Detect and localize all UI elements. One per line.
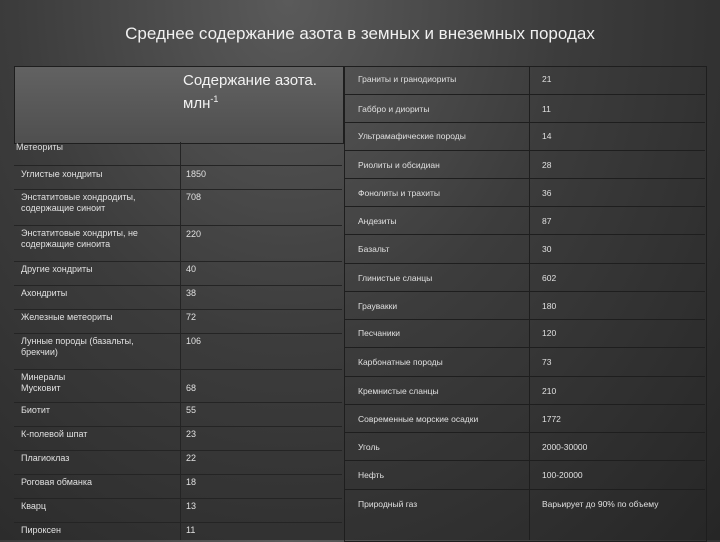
slide-title: Среднее содержание азота в земных и внеземных породах: [125, 24, 595, 43]
row-name: Граувакки: [358, 301, 398, 311]
row-name: Ахондриты: [21, 288, 68, 298]
row-value: 11: [542, 104, 551, 114]
table-row: [14, 369, 342, 403]
row-value: 14: [542, 131, 552, 141]
row-value: 2000-30000: [542, 442, 588, 452]
table-row: [344, 234, 705, 264]
table-row: [344, 404, 705, 433]
row-value: 220: [186, 229, 202, 239]
row-name: Фонолиты и трахиты: [358, 188, 440, 198]
table-row: [344, 489, 705, 541]
table-row: [344, 94, 705, 123]
row-name: Глинистые сланцы: [358, 273, 433, 283]
row-name: Риолиты и обсидиан: [358, 160, 440, 170]
row-name: Пироксен: [21, 525, 62, 535]
row-value: 180: [542, 301, 557, 311]
row-name: Биотит: [21, 405, 51, 415]
row-value: Варьирует до 90% по объему: [542, 499, 659, 509]
row-value: 21: [542, 74, 552, 84]
table-row: [344, 206, 705, 235]
header-text: Содержание азота. млн: [183, 72, 317, 112]
row-value: 13: [186, 501, 197, 511]
table-row: [14, 285, 342, 310]
row-value: 1772: [542, 414, 561, 424]
row-name: Кремнистые сланцы: [358, 386, 439, 396]
row-value: 30: [542, 244, 552, 254]
table-row: [344, 347, 705, 377]
row-name: Плагиоклаз: [21, 453, 70, 463]
table-row: [344, 122, 705, 151]
row-name: Углистые хондриты: [21, 169, 103, 179]
row-name: Энстатитовые хондродиты, содержащие синоит: [21, 192, 136, 213]
row-value: 40: [186, 264, 197, 274]
left-table-header: [14, 66, 344, 144]
row-name: Природный газ: [358, 499, 418, 509]
row-name: Габбро и диориты: [358, 104, 430, 114]
table-row: [344, 291, 705, 320]
header-nitrogen-content: [183, 71, 339, 113]
table-row: [344, 178, 705, 207]
row-name: Граниты и гранодиориты: [358, 74, 457, 84]
row-name: Другие хондриты: [21, 264, 93, 274]
table-row: [14, 261, 342, 286]
table-row: [344, 376, 705, 405]
row-value: 11: [186, 525, 196, 535]
row-name: Ультрамафические породы: [358, 131, 466, 141]
table-row: [14, 474, 342, 499]
row-value: 87: [542, 216, 552, 226]
row-name: Железные метеориты: [21, 312, 113, 322]
header-superscript: -1: [210, 94, 219, 104]
row-value: 106: [186, 336, 202, 346]
row-value: 22: [186, 453, 197, 463]
table-row: [344, 66, 705, 95]
row-value: 55: [186, 405, 197, 415]
row-value: 1850: [186, 169, 207, 179]
row-value: 18: [186, 477, 197, 487]
table-row: [14, 189, 342, 226]
table-row: [14, 165, 342, 190]
table-row: [14, 333, 342, 370]
row-name: Современные морские осадки: [358, 414, 479, 424]
row-name: Кварц: [21, 501, 47, 511]
table-row: [344, 263, 705, 292]
row-name: Энстатитовые хондриты, не содержащие синоита: [21, 228, 138, 249]
row-name: К-полевой шпат: [21, 429, 88, 439]
row-name: Андезиты: [358, 216, 397, 226]
row-value: 210: [542, 386, 557, 396]
row-name: Карбонатные породы: [358, 357, 443, 367]
row-value: 708: [186, 192, 202, 202]
table-row: [344, 319, 705, 348]
row-value: 73: [542, 357, 552, 367]
row-name: Роговая обманка: [21, 477, 93, 487]
row-value: 100-20000: [542, 470, 583, 480]
table-row: [344, 432, 705, 461]
table-row: [14, 450, 342, 475]
table-row: [14, 498, 342, 523]
row-name: Песчаники: [358, 328, 401, 338]
table-row: [14, 522, 342, 541]
row-value: 36: [542, 188, 552, 198]
row-value: 38: [186, 288, 197, 298]
table-row: [14, 402, 342, 427]
row-value: 602: [542, 273, 557, 283]
row-value: 72: [186, 312, 197, 322]
row-name: Минералы Мусковит: [21, 372, 66, 393]
table-row: [14, 225, 342, 262]
category-meteorites: Метеориты: [16, 142, 63, 152]
table-row: [14, 426, 342, 451]
row-value: 23: [186, 429, 197, 439]
table-row: [14, 309, 342, 334]
row-value: 28: [542, 160, 552, 170]
row-name: Лунные породы (базальты, брекчии): [21, 336, 134, 357]
row-value: 68: [186, 383, 197, 393]
row-name: Базальт: [358, 244, 390, 254]
row-value: 120: [542, 328, 557, 338]
row-name: Уголь: [358, 442, 380, 452]
table-row: [344, 150, 705, 179]
table-row: [344, 460, 705, 490]
row-name: Нефть: [358, 470, 384, 480]
